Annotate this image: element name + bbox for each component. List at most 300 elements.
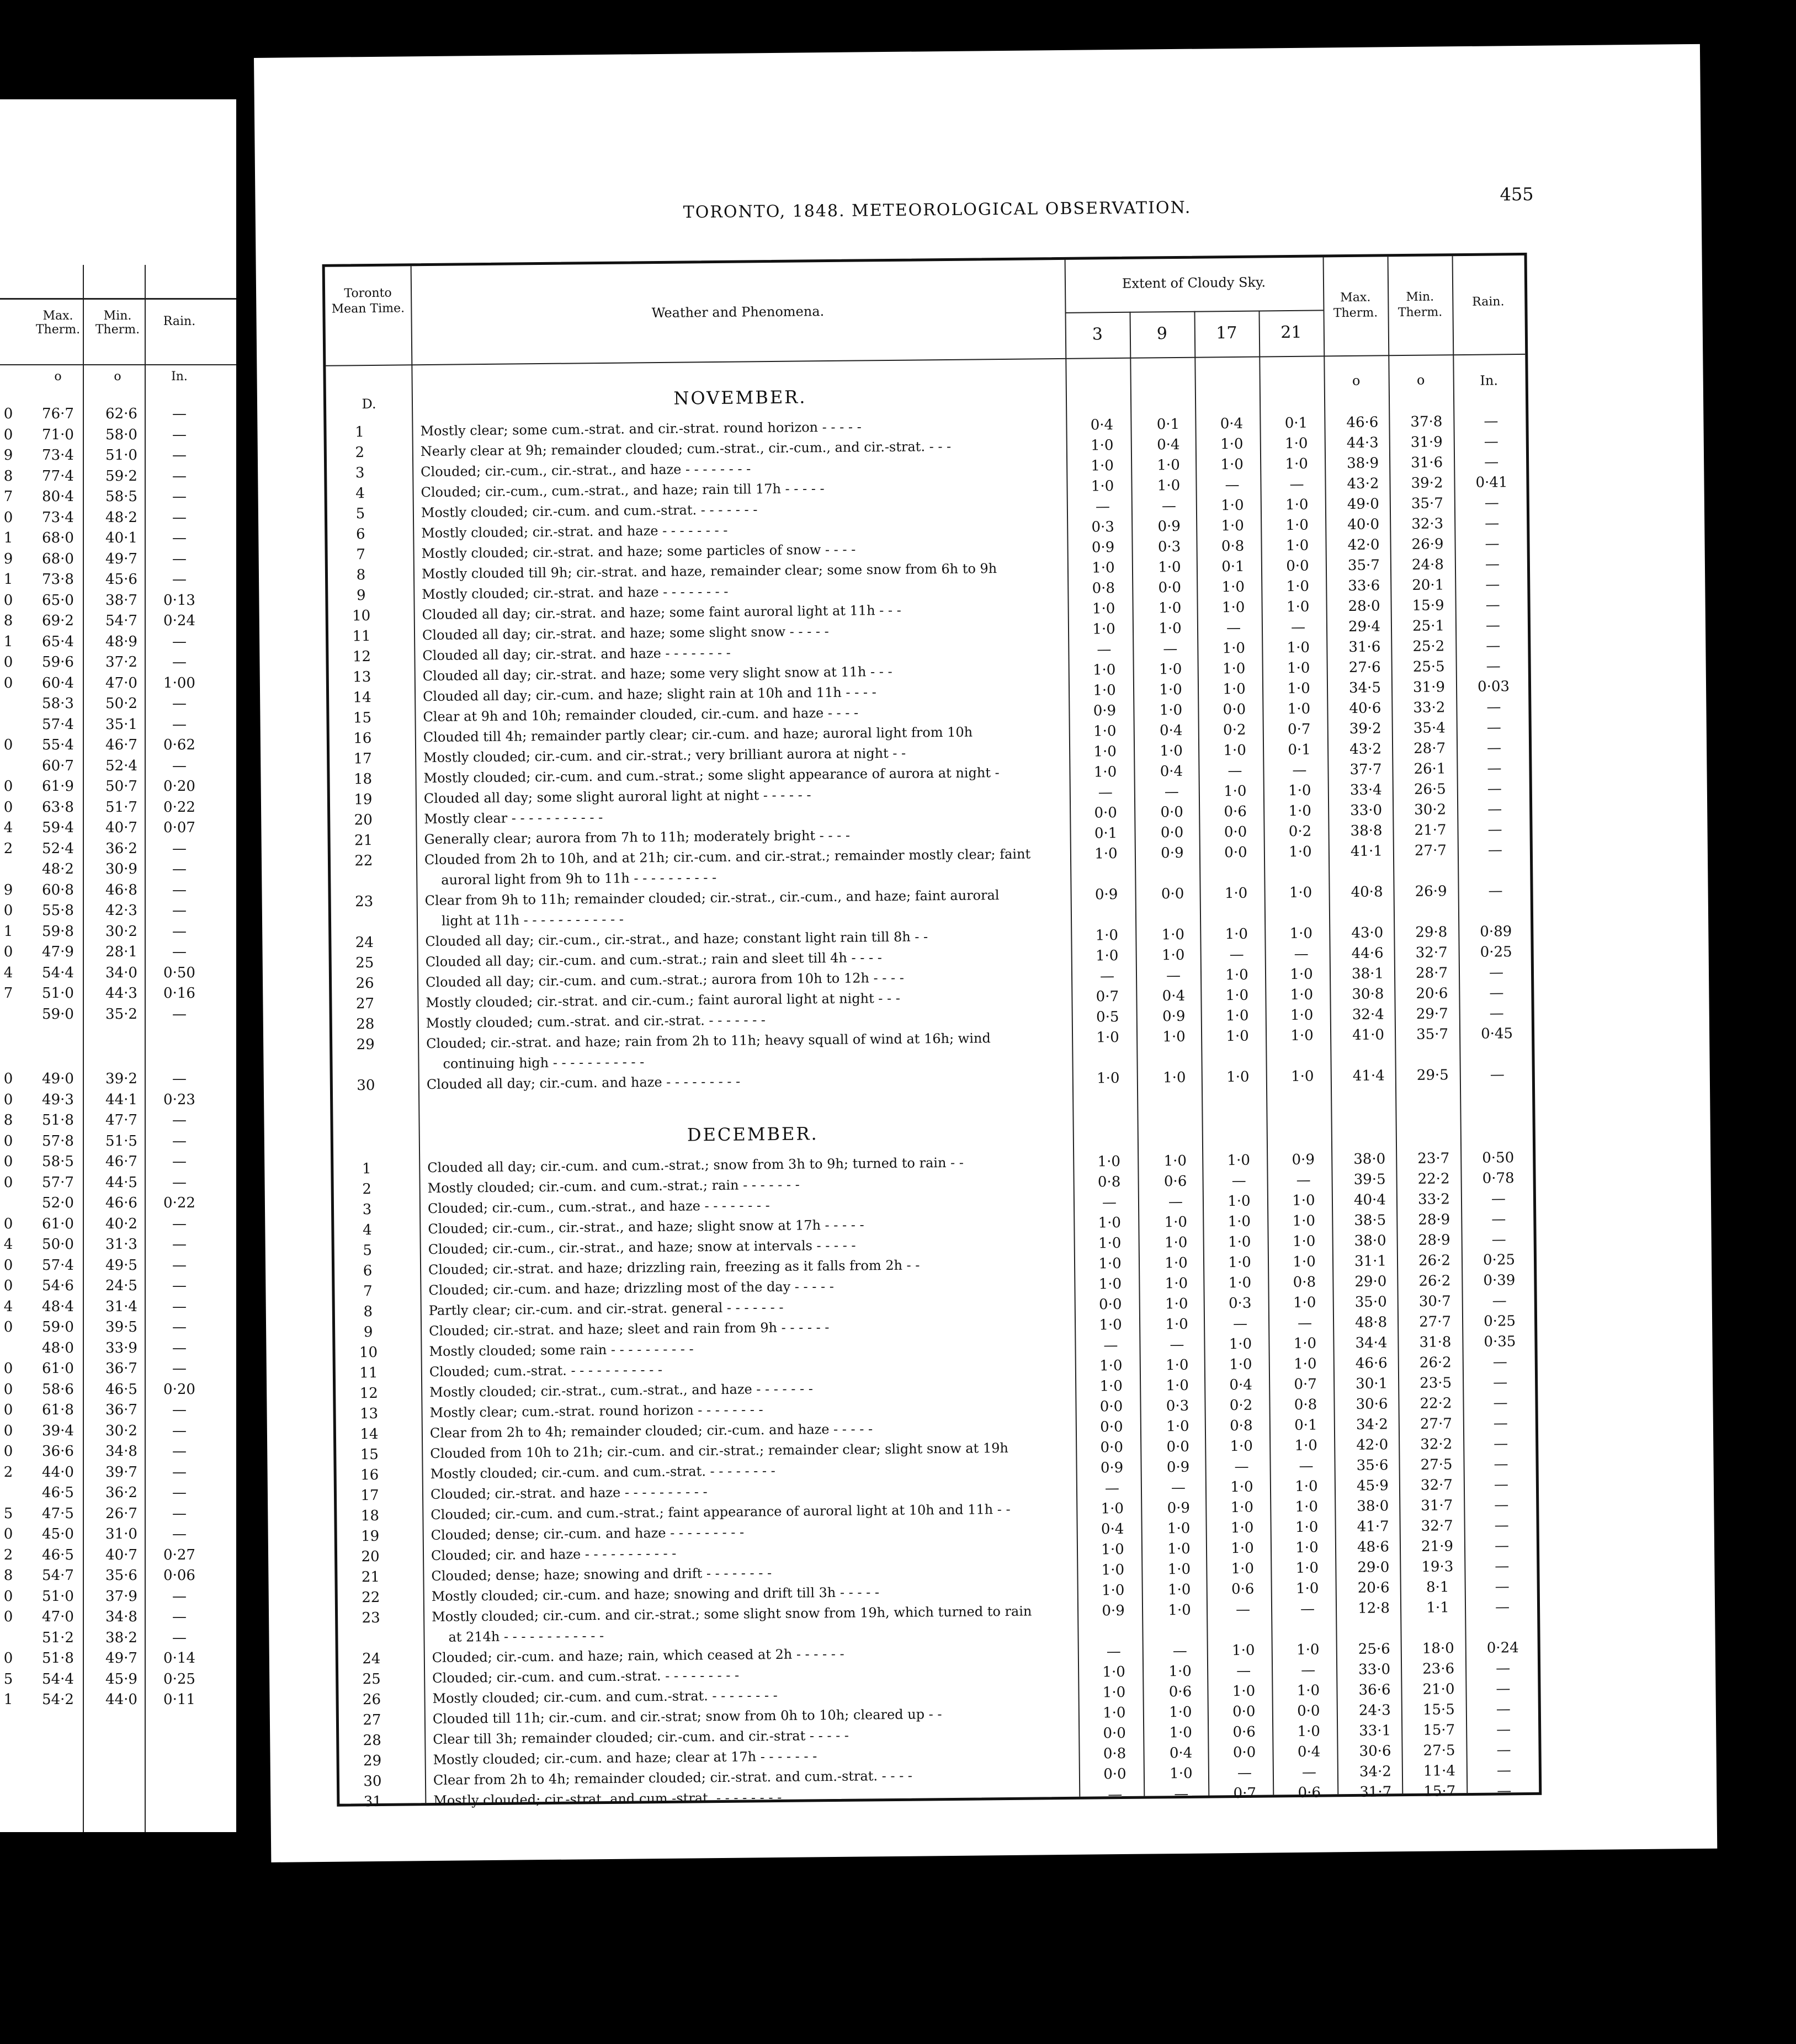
left-cell: — bbox=[172, 426, 187, 443]
day-cell: 30 bbox=[363, 1772, 382, 1790]
min-therm-cell: 25·1 bbox=[1412, 618, 1445, 635]
rain-cell: — bbox=[1494, 1537, 1510, 1555]
rain-cell: 0·25 bbox=[1483, 1252, 1516, 1269]
max-therm-cell: 44·6 bbox=[1351, 945, 1384, 962]
left-cell: 8 bbox=[3, 613, 13, 629]
left-cell: 44·0 bbox=[42, 1463, 74, 1481]
rain-cell: 0·25 bbox=[1483, 1313, 1516, 1330]
cloud-cell: 1·0 bbox=[1285, 537, 1309, 555]
rain-cell: — bbox=[1492, 1354, 1507, 1371]
left-table-row bbox=[0, 1360, 236, 1380]
weather-cell: Mostly clouded; cir.-cum. and cir.-strat.; some slight snow from 19h, which turned to rain bbox=[431, 1603, 1032, 1625]
left-cell: 46·5 bbox=[105, 1381, 137, 1398]
left-cell: 9 bbox=[3, 550, 13, 567]
min-therm-cell: 23·6 bbox=[1422, 1660, 1455, 1678]
max-therm-cell: 48·8 bbox=[1354, 1314, 1388, 1331]
left-cell: 61·9 bbox=[42, 778, 74, 795]
left-cell: 50·2 bbox=[105, 695, 137, 712]
rain-cell: — bbox=[1484, 413, 1499, 430]
left-table-row bbox=[0, 551, 236, 571]
max-therm-cell: 31·7 bbox=[1359, 1784, 1392, 1801]
left-cell: 40·7 bbox=[105, 1546, 137, 1563]
cloud-cell: 1·0 bbox=[1097, 1153, 1121, 1170]
weather-cell: Clouded; cir.-strat. and haze; drizzling rain, freezing as it falls from 2h - - bbox=[428, 1257, 920, 1278]
cloud-cell: 1·0 bbox=[1164, 1234, 1188, 1252]
cloud-cell: 0·9 bbox=[1292, 1151, 1315, 1169]
left-cell: 61·0 bbox=[42, 1360, 74, 1377]
rain-cell: — bbox=[1491, 1231, 1506, 1248]
weather-cell: Clouded all day; cir.-cum. and haze - - - - - - - - - bbox=[426, 1073, 741, 1093]
cloud-cell: 0·0 bbox=[1224, 823, 1247, 841]
cloud-cell: 0·2 bbox=[1288, 823, 1312, 840]
header-weather: Weather and Phenomena. bbox=[651, 304, 825, 321]
left-cell: 69·2 bbox=[42, 613, 74, 629]
left-table-row bbox=[0, 1006, 236, 1026]
left-cell: — bbox=[172, 757, 187, 774]
left-cell: 52·4 bbox=[105, 757, 137, 774]
day-cell: 8 bbox=[363, 1303, 373, 1321]
left-cell: 2 bbox=[3, 1463, 13, 1481]
rain-cell: — bbox=[1487, 760, 1502, 777]
min-therm-cell: 32·7 bbox=[1420, 1477, 1453, 1494]
cloud-cell: 1·0 bbox=[1167, 1561, 1191, 1578]
cloud-cell: 1·0 bbox=[1092, 621, 1115, 638]
cloud-cell: 1·0 bbox=[1289, 884, 1313, 902]
left-cell: 45·0 bbox=[42, 1526, 74, 1542]
rain-cell: — bbox=[1485, 556, 1500, 573]
left-table-row bbox=[0, 1484, 236, 1504]
min-therm-cell: 35·7 bbox=[1411, 495, 1443, 512]
min-therm-cell: 37·8 bbox=[1410, 413, 1443, 430]
left-cell: 5 bbox=[3, 1505, 13, 1522]
cloud-cell: 1·0 bbox=[1287, 639, 1310, 657]
left-cell: 0 bbox=[3, 1422, 13, 1439]
day-cell: 5 bbox=[363, 1242, 373, 1259]
day-cell: 16 bbox=[360, 1466, 379, 1484]
left-cell: 4 bbox=[3, 964, 13, 981]
weather-cell-continuation: light at 11h - - - - - - - - - - - - bbox=[441, 911, 624, 929]
cloud-cell: 1·0 bbox=[1092, 560, 1115, 577]
max-therm-cell: 45·9 bbox=[1356, 1477, 1389, 1494]
max-therm-cell: 34·2 bbox=[1356, 1416, 1388, 1433]
min-therm-cell: 27·7 bbox=[1420, 1415, 1452, 1433]
left-cell: 55·4 bbox=[42, 737, 74, 753]
cloud-cell: 1·0 bbox=[1230, 1519, 1254, 1537]
unit-max: o bbox=[1352, 372, 1361, 388]
left-table-row bbox=[0, 509, 236, 529]
cloud-cell: 0·1 bbox=[1294, 1417, 1317, 1434]
left-cell: 0·50 bbox=[163, 964, 195, 981]
left-table-row bbox=[0, 716, 236, 736]
left-cell: 0·20 bbox=[163, 778, 195, 795]
left-cell: 36·2 bbox=[105, 840, 137, 857]
min-therm-cell: 21·0 bbox=[1422, 1681, 1455, 1698]
cloud-cell: — bbox=[1229, 946, 1244, 964]
cloud-cell: 1·0 bbox=[1295, 1559, 1319, 1577]
min-therm-cell: 26·2 bbox=[1418, 1252, 1451, 1269]
left-cell: 39·7 bbox=[105, 1463, 137, 1481]
cloud-cell: 0·6 bbox=[1298, 1784, 1321, 1801]
weather-cell: Nearly clear at 9h; remainder clouded; cum.-strat., cir.-cum., and cir.-strat. - - - bbox=[420, 438, 952, 460]
cloud-cell: 1·0 bbox=[1225, 925, 1248, 943]
left-cell: 0 bbox=[3, 1650, 13, 1667]
left-cell: 0 bbox=[3, 674, 13, 691]
cloud-cell: 1·0 bbox=[1164, 1213, 1188, 1231]
left-cell: 50·0 bbox=[42, 1236, 74, 1253]
left-table-row bbox=[0, 1588, 236, 1608]
left-table-row bbox=[0, 1071, 236, 1090]
left-table-row bbox=[0, 737, 236, 757]
rain-cell: — bbox=[1493, 1374, 1508, 1391]
cloud-cell: 1·0 bbox=[1166, 1377, 1189, 1394]
left-cell: 0 bbox=[3, 509, 13, 526]
left-cell: 61·8 bbox=[42, 1402, 74, 1418]
min-therm-cell: 27·5 bbox=[1423, 1742, 1455, 1759]
day-cell: 8 bbox=[356, 567, 366, 584]
max-therm-cell: 31·1 bbox=[1354, 1253, 1387, 1270]
cloud-cell: 0·0 bbox=[1224, 844, 1247, 861]
rain-cell: 0·35 bbox=[1484, 1333, 1516, 1350]
left-table-row bbox=[0, 1319, 236, 1339]
cloud-cell: 1·0 bbox=[1098, 1215, 1122, 1232]
left-cell: — bbox=[172, 1005, 187, 1023]
left-cell: 0 bbox=[3, 1132, 13, 1149]
cloud-cell: — bbox=[1106, 1643, 1121, 1660]
rain-cell: — bbox=[1486, 658, 1501, 675]
left-cell: 49·5 bbox=[105, 1257, 137, 1274]
left-cell: 51·5 bbox=[105, 1132, 137, 1149]
day-cell: 11 bbox=[352, 628, 371, 645]
weather-cell: Clouded; cir.-cum. and cum.-strat.; faint appearance of auroral light at 10h and 11h - - bbox=[431, 1501, 1011, 1523]
left-cell: 37·2 bbox=[105, 654, 137, 670]
left-cell: 73·4 bbox=[42, 447, 74, 464]
rain-cell: — bbox=[1485, 617, 1501, 634]
left-cell: 58·5 bbox=[42, 1153, 74, 1170]
left-cell: 51·8 bbox=[42, 1650, 74, 1667]
left-cell: 40·2 bbox=[105, 1215, 137, 1232]
left-table-row bbox=[0, 1526, 236, 1546]
cloud-cell: 1·0 bbox=[1098, 1276, 1122, 1293]
cloud-cell: 1·0 bbox=[1162, 1069, 1186, 1087]
left-table-row bbox=[0, 634, 236, 653]
day-cell: 21 bbox=[354, 832, 373, 849]
cloud-cell: 0·4 bbox=[1160, 763, 1183, 780]
left-cell: 36·6 bbox=[42, 1443, 74, 1460]
cloud-cell: 1·0 bbox=[1232, 1683, 1256, 1700]
max-therm-cell: 24·3 bbox=[1358, 1702, 1391, 1719]
left-cell: 7 bbox=[3, 488, 13, 505]
cloud-cell: 1·0 bbox=[1288, 802, 1312, 820]
max-therm-cell: 35·6 bbox=[1356, 1457, 1389, 1474]
day-cell: 14 bbox=[360, 1425, 379, 1443]
max-therm-cell: 43·0 bbox=[1351, 924, 1384, 941]
left-table-row bbox=[0, 819, 236, 839]
cloud-cell: 1·0 bbox=[1165, 1356, 1189, 1374]
cloud-cell: 0·1 bbox=[1094, 825, 1118, 842]
cloud-cell: 1·0 bbox=[1167, 1581, 1191, 1599]
left-table-row bbox=[0, 530, 236, 550]
cloud-cell: 1·0 bbox=[1102, 1663, 1125, 1681]
left-cell: 73·8 bbox=[42, 571, 74, 588]
left-table-row bbox=[0, 1547, 236, 1567]
cloud-cell: — bbox=[1170, 1336, 1184, 1354]
weather-cell: Clouded from 2h to 10h, and at 21h; cir.-cum. and cir.-strat.; remainder mostly clear; faint bbox=[424, 846, 1031, 868]
cloud-cell: 0·0 bbox=[1103, 1724, 1127, 1742]
cloud-cell: 1·0 bbox=[1293, 1294, 1316, 1312]
min-therm-cell: 19·3 bbox=[1421, 1558, 1454, 1575]
max-therm-cell: 44·3 bbox=[1346, 434, 1379, 452]
left-cell: 38·7 bbox=[105, 592, 137, 609]
left-cell: 39·5 bbox=[105, 1319, 137, 1335]
left-cell: 0 bbox=[3, 1319, 13, 1335]
cloud-cell: 1·0 bbox=[1293, 1355, 1317, 1373]
min-therm-cell: 32·7 bbox=[1421, 1518, 1453, 1535]
cloud-cell: 1·0 bbox=[1223, 742, 1246, 759]
max-therm-cell: 38·0 bbox=[1357, 1498, 1389, 1515]
cloud-cell: — bbox=[1174, 1785, 1189, 1803]
day-cell: 2 bbox=[362, 1181, 372, 1198]
day-cell: 18 bbox=[360, 1507, 380, 1525]
left-cell: 30·2 bbox=[105, 1422, 137, 1439]
min-therm-cell: 15·5 bbox=[1422, 1701, 1455, 1718]
cloud-cell: 0·2 bbox=[1223, 721, 1246, 739]
left-table-row bbox=[0, 1133, 236, 1153]
left-table-row bbox=[0, 1402, 236, 1422]
weather-cell: Clouded all day; cir.-strat. and haze; some slight snow - - - - - bbox=[422, 624, 829, 643]
min-therm-cell: 22·2 bbox=[1417, 1170, 1450, 1188]
left-cell: 54·4 bbox=[42, 964, 74, 981]
cloud-cell: — bbox=[1231, 1172, 1246, 1190]
min-therm-cell: 35·4 bbox=[1413, 720, 1446, 737]
day-cell: 19 bbox=[361, 1527, 380, 1545]
cloud-cell: 1·0 bbox=[1090, 437, 1114, 454]
left-cell: 0 bbox=[3, 902, 13, 919]
left-header-bottom-rule bbox=[0, 364, 236, 365]
weather-cell: Mostly clouded; cir.-cum. and cum.-strat.; rain - - - - - - - bbox=[427, 1177, 800, 1196]
cloud-cell: 1·0 bbox=[1227, 1152, 1251, 1169]
left-cell: — bbox=[172, 571, 187, 588]
min-therm-cell: 15·7 bbox=[1423, 1783, 1456, 1800]
rain-cell: — bbox=[1495, 1558, 1510, 1575]
rain-cell: — bbox=[1489, 964, 1504, 981]
weather-cell: Clouded; cir.-cum., cir.-strat., and haze; slight snow at 17h - - - - - bbox=[428, 1217, 864, 1237]
rain-cell: 0·41 bbox=[1475, 474, 1508, 491]
left-cell: 31·3 bbox=[105, 1236, 137, 1253]
cloud-cell: 0·9 bbox=[1167, 1499, 1191, 1517]
rain-cell: — bbox=[1490, 1066, 1505, 1083]
day-cell: 12 bbox=[359, 1385, 378, 1402]
cloud-cell: 1·0 bbox=[1099, 1317, 1122, 1334]
cloud-cell: 1·0 bbox=[1224, 885, 1248, 902]
left-cell: 40·7 bbox=[105, 819, 137, 836]
left-cell: 0 bbox=[3, 1360, 13, 1377]
cloud-cell: 1·0 bbox=[1221, 517, 1245, 535]
left-table-row bbox=[0, 1236, 236, 1256]
left-cell: 47·0 bbox=[42, 1609, 74, 1625]
left-cell: 40·1 bbox=[105, 530, 137, 546]
max-therm-cell: 35·7 bbox=[1347, 557, 1380, 574]
weather-cell: Mostly clouded; cir.-cum. and cum.-strat. - - - - - - - - bbox=[432, 1688, 778, 1707]
weather-cell: Mostly clear; cum.-strat. round horizon - - - - - - - - bbox=[429, 1402, 763, 1421]
left-cell: — bbox=[172, 654, 187, 670]
left-cell: 7 bbox=[3, 985, 13, 1002]
cloud-cell: 0·9 bbox=[1102, 1602, 1125, 1620]
left-cell: 48·2 bbox=[105, 509, 137, 526]
min-therm-cell: 32·3 bbox=[1411, 515, 1444, 533]
cloud-cell: — bbox=[1095, 498, 1110, 515]
cloud-cell: 1·0 bbox=[1290, 986, 1314, 1004]
cloud-cell: 1·0 bbox=[1228, 1213, 1251, 1231]
header-min-therm: Min. Therm. bbox=[1398, 290, 1443, 320]
left-table-row bbox=[0, 1195, 236, 1215]
rain-cell: 0·39 bbox=[1483, 1272, 1516, 1289]
left-cell: 31·4 bbox=[105, 1298, 137, 1315]
left-cell: 38·2 bbox=[105, 1629, 137, 1646]
cloud-cell: 1·0 bbox=[1222, 660, 1246, 678]
max-therm-cell: 38·9 bbox=[1347, 455, 1379, 472]
cloud-cell: — bbox=[1232, 1315, 1248, 1333]
left-table-row bbox=[0, 861, 236, 881]
min-therm-cell: 20·1 bbox=[1412, 577, 1444, 594]
day-cell: 23 bbox=[362, 1609, 380, 1627]
left-cell: 0·24 bbox=[163, 613, 195, 629]
left-cell: 35·6 bbox=[105, 1567, 137, 1584]
cloud-cell: 0·0 bbox=[1103, 1765, 1127, 1783]
rain-cell: — bbox=[1484, 433, 1499, 450]
cloud-cell: 1·0 bbox=[1165, 1254, 1188, 1272]
left-cell: 47·7 bbox=[105, 1112, 137, 1129]
day-cell: 20 bbox=[354, 812, 373, 829]
cloud-cell: 1·0 bbox=[1294, 1437, 1318, 1455]
left-cell: 24·5 bbox=[105, 1278, 137, 1294]
left-cell: 0 bbox=[3, 1091, 13, 1108]
left-cell: 58·3 bbox=[42, 695, 74, 712]
cloud-cell: 0·9 bbox=[1100, 1459, 1124, 1477]
cloud-cell: 1·0 bbox=[1230, 1438, 1253, 1455]
weather-cell: Mostly clouded; cir.-strat. and cum.-strat. - - - - - - - - bbox=[433, 1789, 782, 1809]
cloud-cell: 1·0 bbox=[1287, 680, 1310, 698]
left-cell: — bbox=[172, 467, 187, 485]
min-therm-cell: 15·9 bbox=[1412, 597, 1444, 614]
cloud-cell: 0·9 bbox=[1162, 1008, 1186, 1025]
weather-cell: Mostly clouded; cir.-strat. and haze; some particles of snow - - - - bbox=[421, 541, 856, 562]
weather-cell: Clouded; cir.-cum. and haze; drizzling most of the day - - - - - bbox=[428, 1279, 835, 1298]
left-cell: 58·5 bbox=[105, 488, 137, 505]
day-cell: 27 bbox=[355, 995, 375, 1013]
day-cell: 23 bbox=[354, 893, 374, 911]
cloud-cell: — bbox=[1172, 1642, 1187, 1660]
cloud-cell: 1·0 bbox=[1101, 1541, 1124, 1558]
cloud-cell: 1·0 bbox=[1221, 578, 1245, 596]
day-cell: 1 bbox=[355, 424, 364, 441]
weather-cell: Mostly clouded; cir.-cum. and cum.-strat. - - - - - - - bbox=[421, 502, 758, 521]
left-cell: 52·4 bbox=[42, 840, 74, 857]
rain-cell: — bbox=[1495, 1599, 1510, 1616]
cloud-cell: 1·0 bbox=[1295, 1498, 1319, 1516]
weather-cell: Clouded till 11h; cir.-cum. and cir.-strat; snow from 0h to 10h; cleared up - - bbox=[432, 1706, 942, 1727]
header-cloudy-sky: Extent of Cloudy Sky. bbox=[1122, 274, 1266, 291]
rain-cell: — bbox=[1496, 1701, 1511, 1718]
min-therm-cell: 26·5 bbox=[1414, 781, 1446, 798]
weather-cell: Clouded all day; cir.-strat. and haze - - - - - - - - bbox=[422, 645, 731, 664]
cloud-cell: 1·0 bbox=[1165, 1275, 1188, 1292]
rain-cell: 0·45 bbox=[1480, 1025, 1513, 1042]
weather-cell: Clouded; cir.-cum., cir.-strat., and haze - - - - - - - - bbox=[421, 461, 751, 480]
max-therm-cell: 12·8 bbox=[1357, 1600, 1390, 1617]
left-cell: 1 bbox=[3, 633, 13, 650]
weather-cell: Clouded all day; cir.-cum., cir.-strat., and haze; constant light rain till 8h - - bbox=[425, 929, 928, 950]
day-cell: 20 bbox=[361, 1548, 380, 1566]
left-cell: 54·7 bbox=[42, 1567, 74, 1584]
left-cell: — bbox=[172, 695, 187, 712]
weather-cell: Clouded all day; cir.-cum. and cum.-strat.; snow from 3h to 9h; turned to rain - - bbox=[427, 1154, 964, 1176]
day-cell: 10 bbox=[352, 608, 371, 625]
cloud-cell: 1·0 bbox=[1228, 1233, 1251, 1251]
rain-cell: — bbox=[1486, 637, 1501, 654]
left-cell: 37·9 bbox=[105, 1588, 137, 1605]
max-therm-cell: 40·4 bbox=[1353, 1191, 1386, 1209]
max-therm-cell: 29·0 bbox=[1357, 1559, 1390, 1576]
left-cell: 34·0 bbox=[105, 964, 137, 981]
cloud-cell: 1·0 bbox=[1230, 1478, 1253, 1496]
weather-cell: Mostly clouded; cir.-strat., cum.-strat., and haze - - - - - - - bbox=[429, 1381, 814, 1401]
left-cell: 8 bbox=[3, 1112, 13, 1129]
left-cell: 54·6 bbox=[42, 1278, 74, 1294]
left-cell: 65·0 bbox=[42, 592, 74, 609]
rain-cell: — bbox=[1496, 1742, 1511, 1759]
left-cell: 59·2 bbox=[105, 467, 137, 485]
weather-cell: Clouded all day; some slight auroral light at night - - - - - - bbox=[423, 787, 811, 807]
min-therm-cell: 39·2 bbox=[1411, 475, 1443, 492]
cloud-cell: 1·0 bbox=[1222, 640, 1246, 657]
cloud-cell: 1·0 bbox=[1157, 456, 1180, 474]
cloud-cell: 1·0 bbox=[1102, 1684, 1126, 1701]
cloud-cell: 1·0 bbox=[1285, 517, 1309, 534]
cloud-cell: 1·0 bbox=[1093, 743, 1117, 760]
weather-cell: Clear at 9h and 10h; remainder clouded, cir.-cum. and haze - - - - bbox=[423, 705, 859, 725]
left-cell: 46·8 bbox=[105, 881, 137, 898]
cloud-cell: 0·7 bbox=[1096, 988, 1119, 1005]
min-therm-cell: 33·2 bbox=[1417, 1191, 1450, 1208]
cloud-cell: 1·0 bbox=[1226, 1068, 1250, 1086]
cloud-cell: 0·7 bbox=[1233, 1785, 1257, 1802]
rain-cell: — bbox=[1496, 1762, 1512, 1779]
unit-day: D. bbox=[362, 396, 376, 412]
left-table-row bbox=[0, 758, 236, 778]
day-cell: 4 bbox=[355, 485, 365, 502]
cloud-cell: 1·0 bbox=[1095, 927, 1119, 944]
left-cell: 0 bbox=[3, 1588, 13, 1605]
cloud-cell: 1·0 bbox=[1169, 1724, 1193, 1742]
cloud-cell: 1·0 bbox=[1223, 680, 1246, 698]
left-cell: 1 bbox=[3, 1691, 13, 1708]
left-cell: 44·0 bbox=[105, 1691, 137, 1708]
min-therm-cell: 31·9 bbox=[1410, 434, 1443, 451]
cloud-cell: 1·0 bbox=[1293, 1253, 1316, 1271]
day-cell: 13 bbox=[359, 1405, 379, 1423]
left-cell: 54·4 bbox=[42, 1670, 74, 1688]
min-therm-cell: 29·8 bbox=[1415, 924, 1448, 941]
page-number: 455 bbox=[1500, 183, 1534, 205]
max-therm-cell: 31·6 bbox=[1348, 638, 1381, 656]
left-cell: — bbox=[172, 861, 187, 877]
rain-cell: 0·03 bbox=[1477, 678, 1510, 695]
left-table-row bbox=[0, 592, 236, 612]
min-therm-cell: 1·1 bbox=[1426, 1599, 1449, 1616]
min-therm-cell: 26·9 bbox=[1415, 883, 1447, 900]
min-therm-cell: 30·7 bbox=[1418, 1293, 1451, 1310]
left-cell: 0 bbox=[3, 406, 13, 422]
